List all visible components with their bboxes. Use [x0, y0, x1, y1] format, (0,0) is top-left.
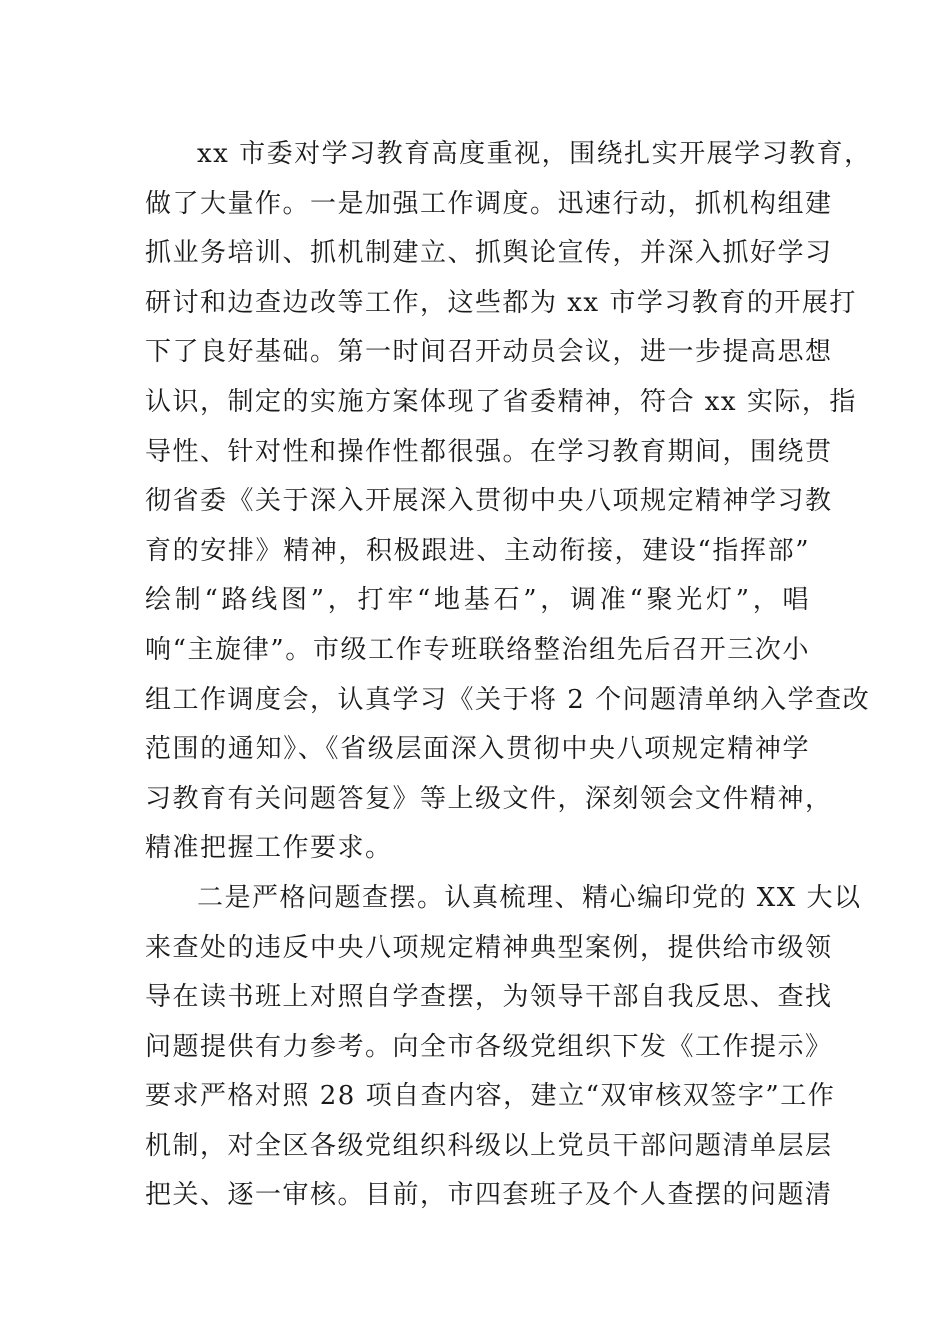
text-line: 抓业务培训、抓机制建立、抓舆论宣传，并深入抓好学习: [145, 238, 833, 269]
paragraph-1: [145, 130, 872, 874]
text-line: 要求严格对照 28 项自查内容，建立“双审核双签字”工作: [145, 1081, 836, 1112]
text-line: 彻省委《关于深入开展深入贯彻中央八项规定精神学习教: [145, 486, 833, 517]
text-line: xx 市委对学习教育高度重视，围绕扎实开展学习教育，: [197, 139, 872, 169]
text-line: 导性、针对性和操作性都很强。在学习教育期间，围绕贯: [145, 436, 833, 467]
text-line: 精准把握工作要求。: [145, 833, 393, 864]
text-line: 组工作调度会，认真学习《关于将 2 个问题清单纳入学查改: [145, 684, 871, 715]
text-line: 来查处的违反中央八项规定精神典型案例，提供给市级领: [145, 932, 833, 963]
text-line: 研讨和边查边改等工作，这些都为 xx 市学习教育的开展打: [145, 287, 857, 318]
text-line: 下了良好基础。第一时间召开动员会议，进一步提高思想: [145, 337, 833, 368]
text-line: 问题提供有力参考。向全市各级党组织下发《工作提示》: [145, 1031, 833, 1062]
text-line: 机制，对全区各级党组织科级以上党员干部问题清单层层: [145, 1130, 833, 1161]
paragraph-2: [145, 874, 862, 1221]
text-line: 做了大量作。一是加强工作调度。迅速行动，抓机构组建: [145, 188, 833, 219]
text-line: 范围的通知》、《省级层面深入贯彻中央八项规定精神学: [145, 734, 810, 765]
text-line: 导在读书班上对照自学查摆，为领导干部自我反思、查找: [145, 982, 833, 1013]
text-line: 二是严格问题查摆。认真梳理、精心编印党的 XX 大以: [197, 882, 862, 913]
text-line: 认识，制定的实施方案体现了省委精神，符合 xx 实际，指: [145, 386, 857, 417]
text-line: 育的安排》精神，积极跟进、主动衔接，建设“指挥部”: [145, 535, 810, 566]
text-line: 习教育有关问题答复》等上级文件，深刻领会文件精神，: [145, 783, 833, 814]
text-line: 响“主旋律”。市级工作专班联络整治组先后召开三次小: [145, 634, 810, 665]
text-line: 绘制“路线图”，打牢“地基石”，调准“聚光灯”，唱: [145, 585, 810, 616]
body-text: [145, 130, 872, 1221]
text-line: 把关、逐一审核。目前，市四套班子及个人查摆的问题清: [145, 1180, 833, 1211]
